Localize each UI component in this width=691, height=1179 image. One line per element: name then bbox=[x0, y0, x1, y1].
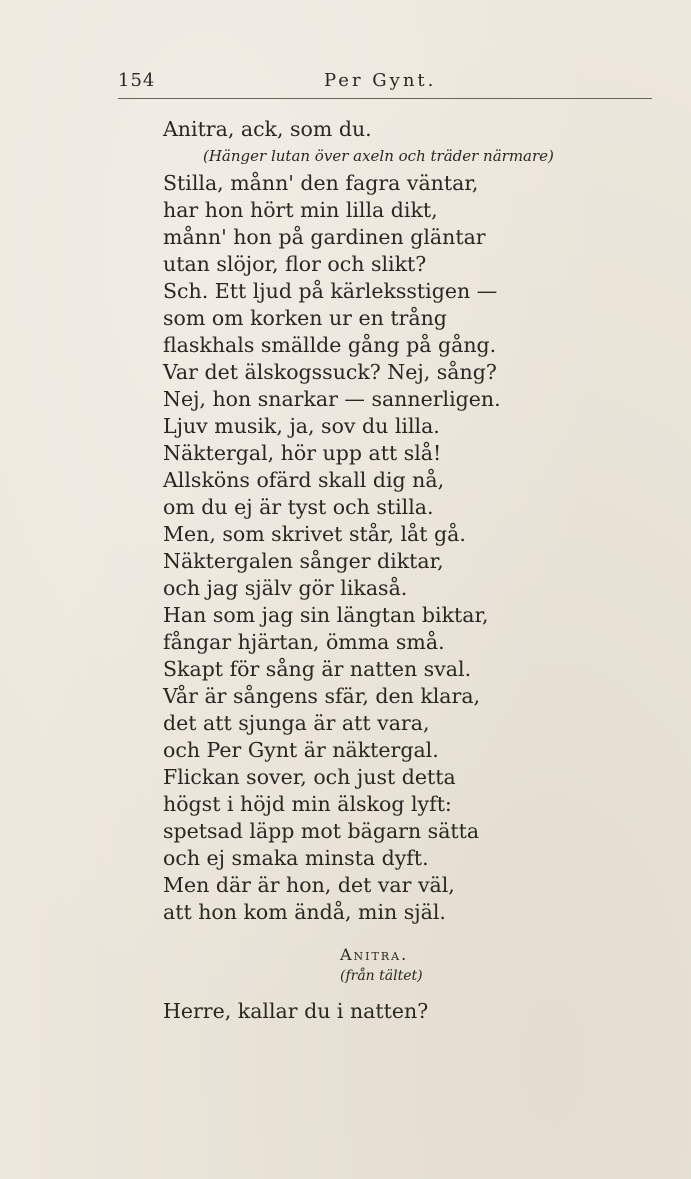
verse-line: spetsad läpp mot bägarn sätta bbox=[163, 819, 480, 843]
stage-direction: (Hänger lutan över axeln och träder närmare) bbox=[203, 147, 554, 165]
verse-line: Han som jag sin längtan biktar, bbox=[163, 603, 489, 627]
verse-line: och ej smaka minsta dyft. bbox=[163, 846, 429, 870]
verse-line: Nej, hon snarkar — sannerligen. bbox=[163, 387, 501, 411]
verse-line: Stilla, månn' den fagra väntar, bbox=[163, 171, 479, 195]
verse-line: flaskhals smällde gång på gång. bbox=[163, 333, 497, 357]
running-title: Per Gynt. bbox=[324, 70, 437, 91]
verse-line: Skapt för sång är natten sval. bbox=[163, 657, 472, 681]
verse-line: och Per Gynt är näktergal. bbox=[163, 738, 439, 762]
verse-line: Anitra, ack, som du. bbox=[163, 117, 372, 141]
verse-line: Men där är hon, det var väl, bbox=[163, 873, 455, 897]
speaker-name: Anitra. bbox=[340, 945, 409, 964]
verse-line: fångar hjärtan, ömma små. bbox=[163, 630, 445, 654]
verse-line: högst i höjd min älskog lyft: bbox=[163, 792, 452, 816]
verse-line: Allsköns ofärd skall dig nå, bbox=[163, 468, 445, 492]
verse-line: Flickan sover, och just detta bbox=[163, 765, 456, 789]
verse-line: det att sjunga är att vara, bbox=[163, 711, 430, 735]
verse-line: Vår är sångens sfär, den klara, bbox=[163, 684, 481, 708]
verse-line: utan slöjor, flor och slikt? bbox=[163, 252, 427, 276]
verse-line: som om korken ur en trång bbox=[163, 306, 447, 330]
verse-line: Näktergalen sånger diktar, bbox=[163, 549, 444, 573]
verse-line: Sch. Ett ljud på kärleksstigen — bbox=[163, 279, 498, 303]
page-number: 154 bbox=[118, 70, 156, 91]
verse-line: har hon hört min lilla dikt, bbox=[163, 198, 438, 222]
verse-line: Näktergal, hör upp att slå! bbox=[163, 441, 442, 465]
verse-line: Men, som skrivet står, låt gå. bbox=[163, 522, 466, 546]
verse-line: att hon kom ändå, min själ. bbox=[163, 900, 446, 924]
verse-line: om du ej är tyst och stilla. bbox=[163, 495, 434, 519]
speaker-line: Herre, kallar du i natten? bbox=[163, 999, 429, 1023]
verse-line: Ljuv musik, ja, sov du lilla. bbox=[163, 414, 440, 438]
speaker-stage-direction: (från tältet) bbox=[340, 968, 423, 984]
verse-block bbox=[163, 116, 603, 926]
verse-line: månn' hon på gardinen gläntar bbox=[163, 225, 486, 249]
page-header bbox=[118, 70, 652, 99]
verse-line: Var det älskogssuck? Nej, sång? bbox=[163, 360, 497, 384]
verse-line: och jag själv gör likaså. bbox=[163, 576, 408, 600]
